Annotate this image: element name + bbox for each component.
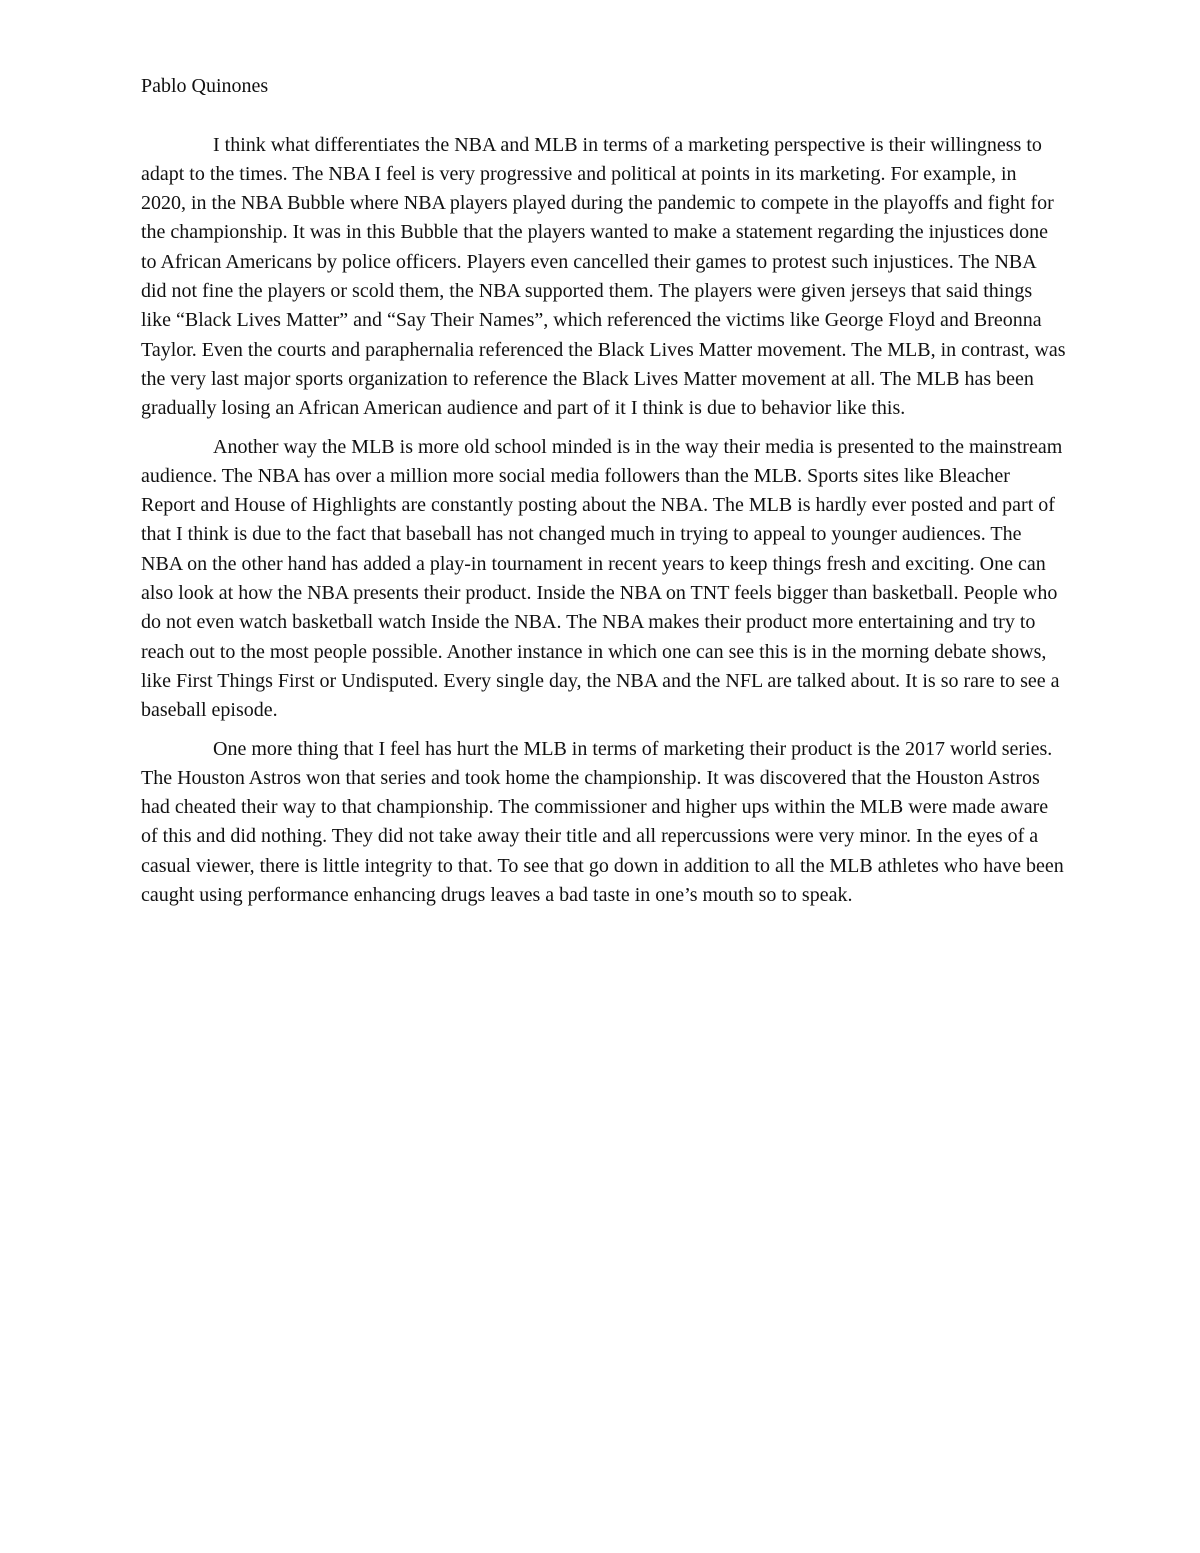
paragraph-3: One more thing that I feel has hurt the MLB in terms of marketing their product is the 2017 world series. The Houston Astros won that series and took home the championship. It was discovered that the Houston Astros had cheated their way to that championship. The commissioner and higher ups within the MLB were made aware of this and did nothing. They did not take away their title and all repercussions were very minor. In the eyes of a casual viewer, there is little integrity to that. To see that go down in addition to all the MLB athletes who have been caught using performance enhancing drugs leaves a bad taste in one’s mouth so to speak. [141,737,1064,907]
author-name: Pablo Quinones [141,75,269,97]
paragraph-2: Another way the MLB is more old school minded is in the way their media is presented to the mainstream audience. The NBA has over a million more social media followers than the MLB. Sports sites like Bleacher Report and House of Highlights are constantly posting about the NBA. The MLB is hardly ever posted and part of that I think is due to the fact that baseball has not changed much in trying to appeal to younger audiences. The NBA on the other hand has added a play-in tournament in recent years to keep things fresh and exciting. One can also look at how the NBA presents their product. Inside the NBA on TNT feels bigger than basketball. People who do not even watch basketball watch Inside the NBA. The NBA makes their product more entertaining and try to reach out to the most people possible. Another instance in which one can see this is in the morning debate shows, like First Things First or Undisputed. Every single day, the NBA and the NFL are talked about. It is so rare to see a baseball episode. [141,435,1063,722]
paragraph-1: I think what differentiates the NBA and MLB in terms of a marketing perspective is their willingness to adapt to the times. The NBA I feel is very progressive and political at points in its marketing. For example, in 2020, in the NBA Bubble where NBA players played during the pandemic to compete in the playoffs and fight for the championship. It was in this Bubble that the players wanted to make a statement regarding the injustices done to African Americans by police officers. Players even cancelled their games to protest such injustices. The NBA did not fine the players or scold them, the NBA supported them. The players were given jerseys that said things like “Black Lives Matter” and “Say Their Names”, which referenced the victims like George Floyd and Breonna Taylor. Even the courts and paraphernalia referenced the Black Lives Matter movement. The MLB, in contrast, was the very last major sports organization to reference the Black Lives Matter movement at all. The MLB has been gradually losing an African American audience and part of it I think is due to behavior like this. [141,133,1066,420]
document-body [141,72,1066,910]
